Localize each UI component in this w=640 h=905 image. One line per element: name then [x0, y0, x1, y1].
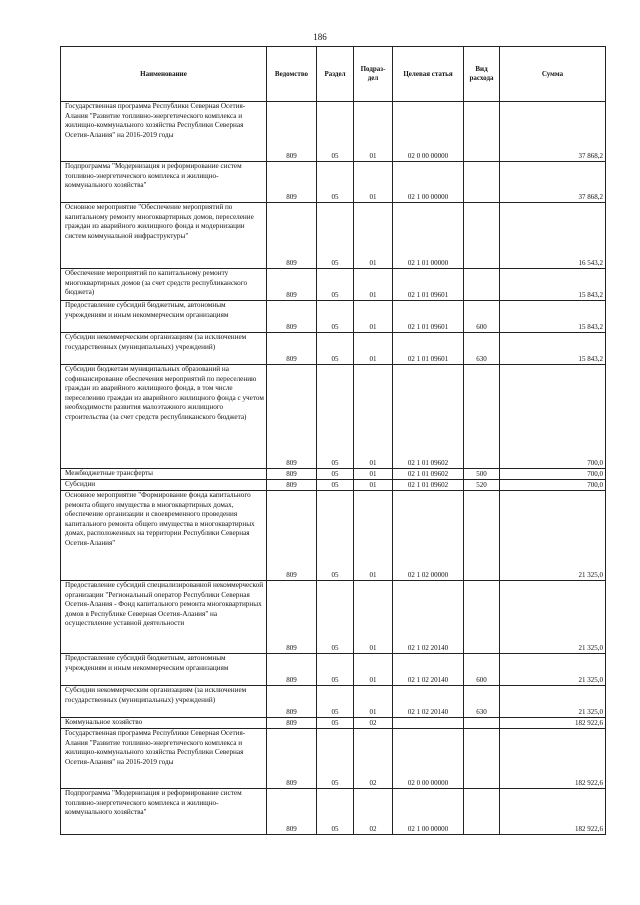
row-vedomstvo: 809: [267, 301, 317, 333]
row-sum: 16 543,2: [500, 203, 606, 269]
row-razdel: 05: [317, 469, 354, 480]
row-podrazdel: 01: [354, 469, 393, 480]
row-expense-type: 520: [464, 480, 500, 491]
row-sum: 182 922,6: [500, 789, 606, 835]
row-podrazdel: 01: [354, 654, 393, 686]
row-sum: 182 922,6: [500, 729, 606, 789]
row-vedomstvo: 809: [267, 469, 317, 480]
row-expense-type: [464, 269, 500, 301]
row-vedomstvo: 809: [267, 581, 317, 654]
table-row: [61, 469, 606, 480]
row-expense-type: [464, 718, 500, 729]
row-expense-type: 600: [464, 654, 500, 686]
row-name: Предоставление субсидий бюджетным, автономным учреждениям и иным некоммерческим организациям: [61, 301, 267, 333]
row-name: Субсидии бюджетам муниципальных образований на софинансирование обеспечения мероприятий по переселению граждан из аварийного жилищного фонда, в том числе переселению граждан из аварийного жилищного фонда с учетом необходимости развития малоэтажного жилищного строительства (за счет средств республиканского бюджета): [61, 365, 267, 469]
row-podrazdel: 01: [354, 491, 393, 581]
row-razdel: 05: [317, 581, 354, 654]
header-target-article: Целевая статья: [393, 47, 464, 102]
table-row: [61, 718, 606, 729]
row-name: Обеспечение мероприятий по капитальному ремонту многоквартирных домов (за счет средств республиканского бюджета): [61, 269, 267, 301]
row-expense-type: [464, 203, 500, 269]
row-expense-type: 630: [464, 686, 500, 718]
row-podrazdel: 01: [354, 365, 393, 469]
row-target-article: 02 1 01 00000: [393, 203, 464, 269]
row-razdel: 05: [317, 102, 354, 162]
row-target-article: 02 1 01 09602: [393, 480, 464, 491]
table-row: [61, 269, 606, 301]
row-sum: 700,0: [500, 365, 606, 469]
row-expense-type: [464, 365, 500, 469]
row-sum: 15 843,2: [500, 301, 606, 333]
row-expense-type: [464, 162, 500, 203]
row-razdel: 05: [317, 269, 354, 301]
row-podrazdel: 01: [354, 102, 393, 162]
row-podrazdel: 01: [354, 333, 393, 365]
row-razdel: 05: [317, 301, 354, 333]
row-razdel: 05: [317, 729, 354, 789]
row-sum: 37 868,2: [500, 102, 606, 162]
row-sum: 21 325,0: [500, 654, 606, 686]
row-razdel: 05: [317, 162, 354, 203]
row-target-article: 02 1 02 20140: [393, 654, 464, 686]
table-row: [61, 789, 606, 835]
row-razdel: 05: [317, 365, 354, 469]
row-name: Субсидии некоммерческим организациям (за исключением государственных (муниципальных) учреждений): [61, 686, 267, 718]
row-target-article: 02 1 01 09602: [393, 365, 464, 469]
row-expense-type: 500: [464, 469, 500, 480]
row-target-article: 02 1 00 00000: [393, 789, 464, 835]
row-vedomstvo: 809: [267, 654, 317, 686]
row-sum: 37 868,2: [500, 162, 606, 203]
row-razdel: 05: [317, 654, 354, 686]
row-vedomstvo: 809: [267, 480, 317, 491]
row-podrazdel: 02: [354, 789, 393, 835]
row-expense-type: [464, 729, 500, 789]
row-name: Предоставление субсидий бюджетным, автономным учреждениям и иным некоммерческим организациям: [61, 654, 267, 686]
header-podrazdel: Подраз-дел: [354, 47, 393, 102]
row-sum: 700,0: [500, 469, 606, 480]
row-razdel: 05: [317, 718, 354, 729]
row-expense-type: [464, 789, 500, 835]
row-vedomstvo: 809: [267, 162, 317, 203]
row-name: Основное мероприятие "Обеспечение мероприятий по капитальному ремонту многоквартирных домов, переселение граждан из аварийного жилищного фонда и модернизации систем коммунальной инфраструктуры": [61, 203, 267, 269]
header-name: Наименование: [61, 47, 267, 102]
row-podrazdel: 01: [354, 203, 393, 269]
row-name: Межбюджетные трансферты: [61, 469, 267, 480]
row-podrazdel: 02: [354, 718, 393, 729]
table-row: [61, 729, 606, 789]
row-target-article: 02 1 01 09601: [393, 301, 464, 333]
row-vedomstvo: 809: [267, 491, 317, 581]
row-target-article: [393, 718, 464, 729]
row-podrazdel: 01: [354, 301, 393, 333]
row-target-article: 02 1 00 00000: [393, 162, 464, 203]
row-razdel: 05: [317, 686, 354, 718]
row-target-article: 02 1 01 09601: [393, 333, 464, 365]
row-podrazdel: 02: [354, 729, 393, 789]
row-expense-type: [464, 102, 500, 162]
row-name: Субсидии: [61, 480, 267, 491]
row-razdel: 05: [317, 480, 354, 491]
header-expense-type: Вид расхода: [464, 47, 500, 102]
row-podrazdel: 01: [354, 581, 393, 654]
row-expense-type: 600: [464, 301, 500, 333]
row-sum: 700,0: [500, 480, 606, 491]
page-number: 186: [313, 32, 327, 42]
table-row: [61, 686, 606, 718]
row-vedomstvo: 809: [267, 102, 317, 162]
row-name: Государственная программа Республики Северная Осетия-Алания "Развитие топливно-энергетического комплекса и жилищно-коммунального хозяйства Республики Северная Осетия-Алания" на 2016-2019 годы: [61, 102, 267, 162]
row-vedomstvo: 809: [267, 686, 317, 718]
row-expense-type: [464, 491, 500, 581]
row-target-article: 02 1 01 09601: [393, 269, 464, 301]
table-row: [61, 581, 606, 654]
row-podrazdel: 01: [354, 480, 393, 491]
row-razdel: 05: [317, 789, 354, 835]
table-row: [61, 162, 606, 203]
row-razdel: 05: [317, 491, 354, 581]
table-row: [61, 301, 606, 333]
row-name: Предоставление субсидий специализированной некоммерческой организации "Региональный оператор Республики Северная Осетия-Алания - Фонд капитального ремонта многоквартирных домов в Республике Северная Осетия-Алания" на осуществление уставной деятельности: [61, 581, 267, 654]
row-vedomstvo: 809: [267, 203, 317, 269]
row-razdel: 05: [317, 203, 354, 269]
row-vedomstvo: 809: [267, 718, 317, 729]
row-name: Подпрограмма "Модернизация и реформирование систем топливно-энергетического комплекса и жилищно-коммунального хозяйства": [61, 789, 267, 835]
table-row: [61, 480, 606, 491]
row-sum: 21 325,0: [500, 686, 606, 718]
row-podrazdel: 01: [354, 686, 393, 718]
row-vedomstvo: 809: [267, 729, 317, 789]
row-expense-type: [464, 581, 500, 654]
table-row: [61, 365, 606, 469]
row-podrazdel: 01: [354, 269, 393, 301]
table-row: [61, 203, 606, 269]
row-sum: 15 843,2: [500, 333, 606, 365]
row-vedomstvo: 809: [267, 365, 317, 469]
row-name: Подпрограмма "Модернизация и реформирование систем топливно-энергетического комплекса и жилищно-коммунального хозяйства": [61, 162, 267, 203]
table-row: [61, 654, 606, 686]
table-body: [61, 102, 606, 835]
row-target-article: 02 0 00 00000: [393, 729, 464, 789]
row-vedomstvo: 809: [267, 333, 317, 365]
row-name: Коммунальное хозяйство: [61, 718, 267, 729]
row-sum: 182 922,6: [500, 718, 606, 729]
row-expense-type: 630: [464, 333, 500, 365]
row-target-article: 02 1 02 20140: [393, 686, 464, 718]
row-target-article: 02 1 02 00000: [393, 491, 464, 581]
table-row: [61, 491, 606, 581]
budget-table: [60, 46, 606, 835]
table-row: [61, 102, 606, 162]
header-vedomstvo: Ведомство: [267, 47, 317, 102]
row-vedomstvo: 809: [267, 269, 317, 301]
row-razdel: 05: [317, 333, 354, 365]
header-sum: Сумма: [500, 47, 606, 102]
row-sum: 15 843,2: [500, 269, 606, 301]
row-name: Государственная программа Республики Северная Осетия-Алания "Развитие топливно-энергетического комплекса и жилищно-коммунального хозяйства Республики Северная Осетия-Алания" на 2016-2019 годы: [61, 729, 267, 789]
row-target-article: 02 0 00 00000: [393, 102, 464, 162]
header-razdel: Раздел: [317, 47, 354, 102]
table-header-row: [61, 47, 606, 102]
row-sum: 21 325,0: [500, 491, 606, 581]
row-vedomstvo: 809: [267, 789, 317, 835]
row-name: Основное мероприятие "Формирование фонда капитального ремонта общего имущества в многоквартирных домах, обеспечение организации и своевременного проведения капитального ремонта общего имущества в многоквартирных домах, расположенных на территории Республики Северная Осетия-Алания": [61, 491, 267, 581]
row-sum: 21 325,0: [500, 581, 606, 654]
row-podrazdel: 01: [354, 162, 393, 203]
table-row: [61, 333, 606, 365]
row-target-article: 02 1 02 20140: [393, 581, 464, 654]
row-name: Субсидии некоммерческим организациям (за исключением государственных (муниципальных) учреждений): [61, 333, 267, 365]
row-target-article: 02 1 01 09602: [393, 469, 464, 480]
